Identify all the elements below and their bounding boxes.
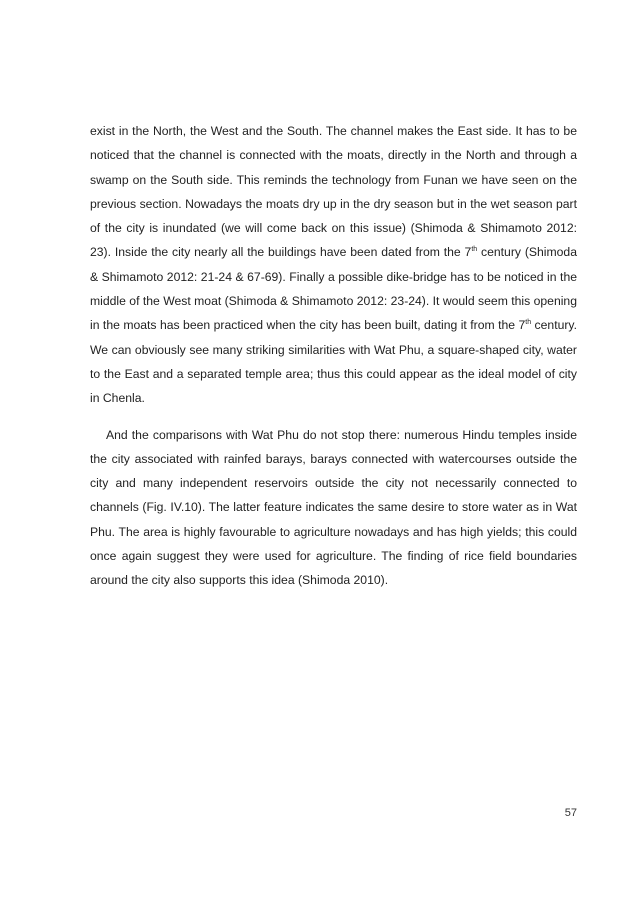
paragraph-1: [90, 119, 577, 411]
superscript: th: [471, 246, 478, 254]
text-run: And the comparisons with Wat Phu do not stop there: numerous Hindu temples inside the city associated with rainfed barays, barays connected with watercourses outside the city and many independent reservoirs outside the city not necessarily connected to channels (Fig. IV.10). The latter feature indicates the same desire to store water as in Wat Phu. The area is highly favourable to agriculture nowadays and has high yields; this could once again suggest they were used for agriculture. The finding of rice field boundaries around the city also supports this idea (Shimoda 2010).: [90, 427, 577, 588]
body-text: [90, 119, 577, 593]
paragraph-2: [90, 423, 577, 593]
text-run: exist in the North, the West and the South. The channel makes the East side. It has to be noticed that the channel is connected with the moats, directly in the North and through a swamp on the South side. This reminds the technology from Funan we have seen on the previous section. Nowadays the moats dry up in the dry season but in the wet season part of the city is inundated (we will come back on this issue) (Shimoda & Shimamoto 2012: 23). Inside the city nearly all the buildings have been dated from the 7: [90, 124, 577, 260]
page-number: 57: [564, 807, 577, 819]
superscript: th: [525, 319, 532, 327]
text-run: century (Shimoda & Shimamoto 2012: 21-24 & 67-69). Finally a possible dike-bridge has to be noticed in the middle of the West moat (Shimoda & Shimamoto 2012: 23-24). It would seem this opening in the moats has been practiced when the city has been built, dating it from the 7: [90, 245, 577, 333]
text-run: century. We can obviously see many striking similarities with Wat Phu, a square-shaped city, water to the East and a separated temple area; thus this could appear as the ideal model of city in Chenla.: [90, 318, 577, 406]
